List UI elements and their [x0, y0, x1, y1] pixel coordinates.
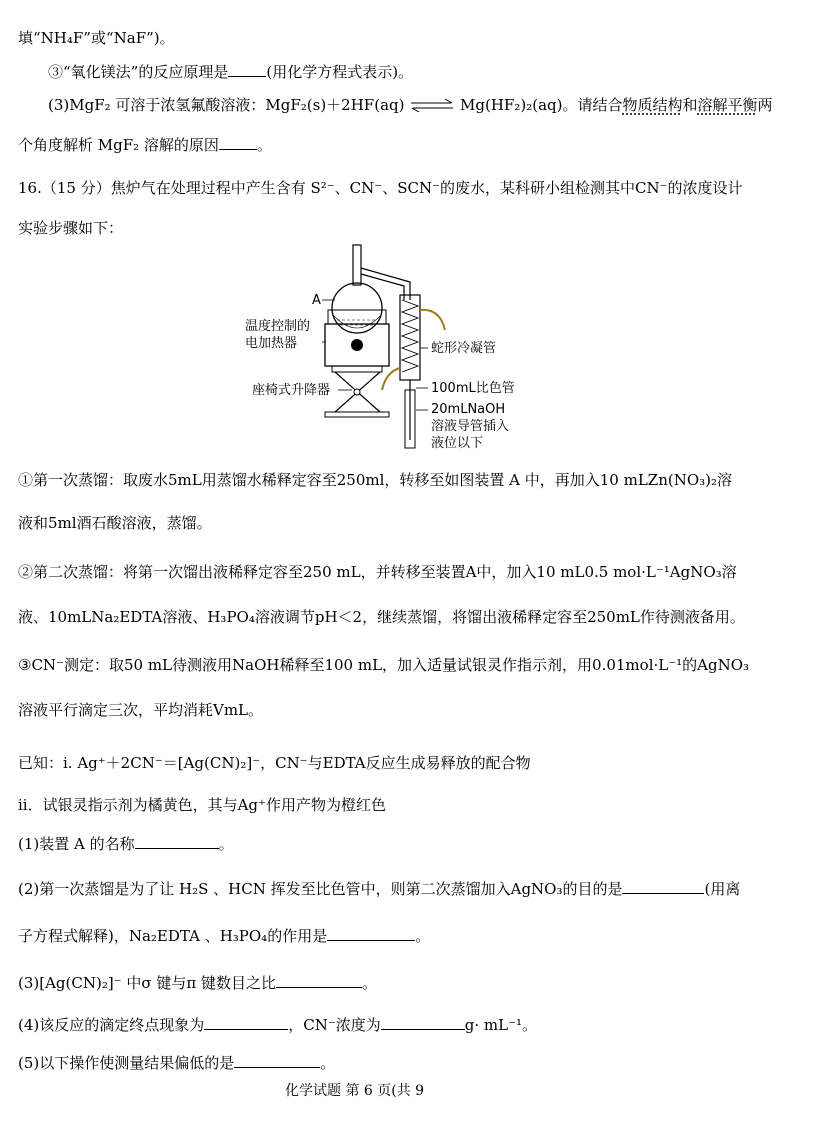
answer-blank[interactable]	[622, 879, 704, 894]
answer-blank[interactable]	[135, 834, 219, 849]
question-title: 16.（15 分）焦炉气在处理过程中产生含有 S²⁻、CN⁻、SCN⁻的废水，某科研小组检测其中CN⁻的浓度设计	[18, 179, 743, 197]
question-line: (5)以下操作使测量结果偏低的是 。	[18, 1054, 336, 1072]
answer-blank[interactable]	[228, 62, 266, 77]
step-line: ③CN⁻测定：取50 mL待测液用NaOH稀释至100 mL，加入适量试银灵作指示剂，用0.01mol·L⁻¹的AgNO₃	[18, 656, 750, 674]
text-line: (3)MgF₂ 可溶于浓氢氟酸溶液：MgF₂(s)＋2HF(aq) Mg(HF₂)₂(aq)。请结合物质结构和溶解平衡两	[48, 96, 773, 114]
question-line: (4)该反应的滴定终点现象为 ，CN⁻浓度为 g· mL⁻¹。	[18, 1016, 538, 1034]
diagram-label-lift: 座椅式升降器	[252, 383, 331, 398]
diagram-label-tube: 100mL比色管	[431, 381, 515, 396]
distillation-apparatus-diagram	[240, 240, 570, 455]
step-line: 液、10mLNa₂EDTA溶液、H₃PO₄溶液调节pH＜2，继续蒸馏，将馏出液稀释定容至250mL作待测液备用。	[18, 608, 745, 626]
step-line: 溶液平行滴定三次，平均消耗VmL。	[18, 701, 264, 719]
diagram-label-heater: 电加热器	[245, 336, 298, 351]
diagram-label-heater: 温度控制的	[245, 319, 311, 334]
text-line: ③“氧化镁法”的反应原理是 (用化学方程式表示)。	[48, 63, 414, 81]
answer-blank[interactable]	[381, 1015, 465, 1030]
step-line: ②第二次蒸馏：将第一次馏出液稀释定容至250 mL，并转移至装置A中，加入10 mL0.5 mol·L⁻¹AgNO₃溶	[18, 563, 737, 581]
diagram-label-naoh: 液位以下	[431, 436, 484, 451]
diagram-label-condenser: 蛇形冷凝管	[431, 341, 497, 356]
answer-blank[interactable]	[219, 135, 257, 150]
step-line: 液和5ml酒石酸溶液，蒸馏。	[18, 514, 212, 532]
page-footer: 化学试题 第 6 页(共 9	[285, 1083, 425, 1099]
question-line: (1)装置 A 的名称 。	[18, 835, 234, 853]
diagram-label-naoh: 20mLNaOH	[431, 402, 506, 417]
text-line: 个角度解析 MgF₂ 溶解的原因 。	[18, 136, 272, 154]
answer-blank[interactable]	[234, 1053, 320, 1068]
question-line: 子方程式解释)，Na₂EDTA 、H₃PO₄的作用是 。	[18, 927, 431, 945]
diagram-label-a: A	[312, 293, 321, 308]
known-line: 已知：i. Ag⁺＋2CN⁻＝[Ag(CN)₂]⁻，CN⁻与EDTA反应生成易释放的配合物	[18, 754, 531, 772]
answer-blank[interactable]	[204, 1015, 288, 1030]
step-line: ①第一次蒸馏：取废水5mL用蒸馏水稀释定容至250ml，转移至如图装置 A 中，再加入10 mLZn(NO₃)₂溶	[18, 471, 733, 489]
equilibrium-arrow-icon	[409, 98, 455, 112]
question-line: (2)第一次蒸馏是为了让 H₂S 、HCN 挥发至比色管中，则第二次蒸馏加入AgNO₃的目的是 (用离	[18, 880, 741, 898]
known-line: ii．试银灵指示剂为橘黄色，其与Ag⁺作用产物为橙红色	[18, 796, 386, 814]
answer-blank[interactable]	[276, 973, 362, 988]
diagram-label-naoh: 溶液导管插入	[431, 419, 510, 434]
text-line: 填“NH₄F”或“NaF”)。	[18, 29, 175, 47]
answer-blank[interactable]	[327, 926, 415, 941]
question-line: (3)[Ag(CN)₂]⁻ 中σ 键与π 键数目之比 。	[18, 974, 378, 992]
text-line: 实验步骤如下：	[18, 219, 124, 237]
